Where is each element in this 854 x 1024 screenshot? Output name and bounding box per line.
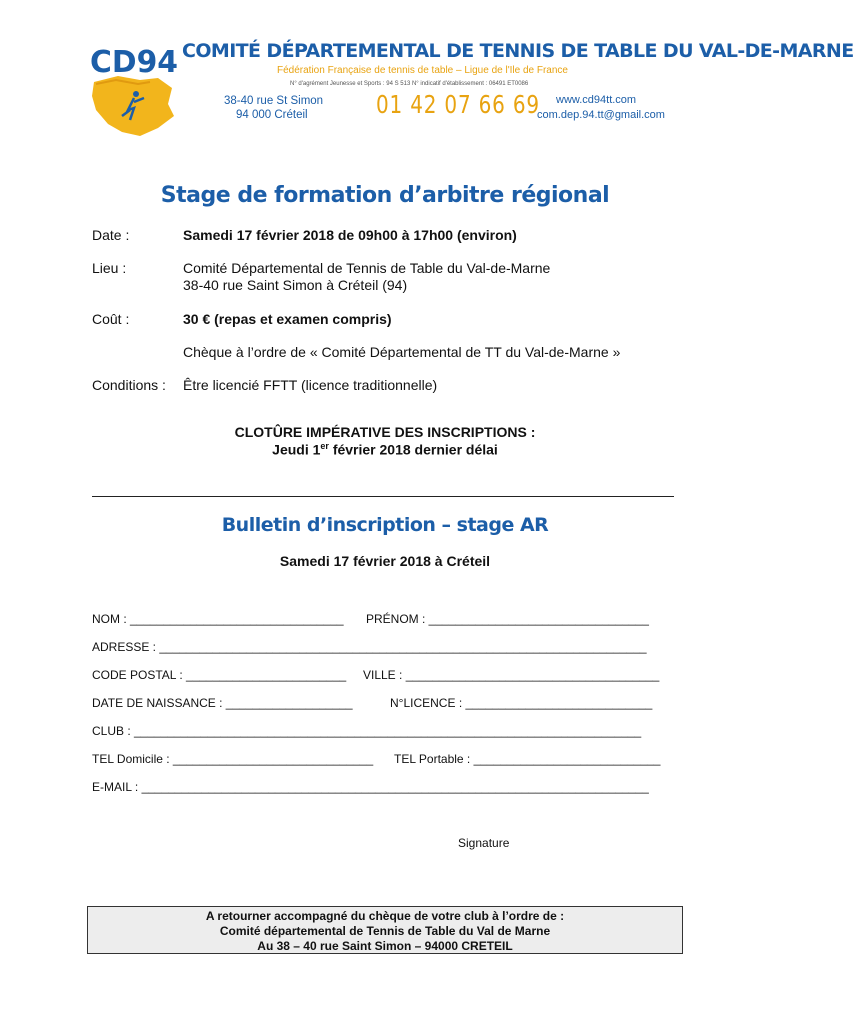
closure-rest: février 2018 dernier délai [328, 441, 498, 458]
separator-rule [92, 496, 674, 497]
lieu-label: Lieu : [92, 260, 127, 276]
adresse-field[interactable]: ADRESSE : _________________________________________________________________________ [92, 640, 647, 654]
address-line-1: 38-40 rue St Simon [224, 95, 324, 107]
signature-label: Signature [458, 836, 510, 850]
agreement-line: N° d'agrément Jeunesse et Sports : 94 S 513 N° indicatif d'établissement : 06491 ET0086 [290, 81, 529, 87]
return-instructions-box [87, 906, 683, 954]
lieu-value-2: 38-40 rue Saint Simon à Créteil (94) [183, 277, 408, 293]
phone-row [92, 752, 676, 766]
closure-line-2 [0, 441, 770, 458]
federation-subtitle: Fédération Française de tennis de table – Ligue de l'Ile de France [277, 65, 568, 76]
cheque-value: Chèque à l’ordre de « Comité Départemental de TT du Val-de-Marne » [183, 344, 621, 360]
return-line-1: A retourner accompagné du chèque de votre club à l’ordre de : [205, 909, 565, 923]
closure-line-1: CLOTÛRE IMPÉRATIVE DES INSCRIPTIONS : [234, 424, 536, 440]
email-field[interactable]: E-MAIL : ____________________________________________________________________________ [92, 780, 649, 794]
return-line-2: Comité départemental de Tennis de Table du Val de Marne [219, 924, 551, 938]
birth-row [92, 696, 676, 710]
svg-text:CD94: CD94 [90, 45, 178, 80]
tel-domicile-field[interactable]: TEL Domicile : ______________________________ [92, 752, 374, 766]
conditions-value: Être licencié FFTT (licence traditionnelle) [183, 377, 438, 393]
closure-sup: er [320, 441, 329, 451]
header-address [224, 94, 323, 122]
cout-value: 30 € (repas et examen compris) [183, 311, 392, 327]
cout-label: Coût : [92, 311, 130, 327]
tel-portable-field[interactable]: TEL Portable : ____________________________ [394, 752, 661, 766]
cd94-logo [88, 44, 180, 149]
date-label: Date : [92, 227, 130, 243]
return-line-3: Au 38 – 40 rue Saint Simon – 94000 CRETEIL [257, 939, 513, 953]
closure-day: Jeudi 1 [272, 441, 321, 458]
name-row [92, 612, 676, 626]
date-value: Samedi 17 février 2018 de 09h00 à 17h00 (environ) [183, 227, 517, 243]
main-title: Stage de formation d’arbitre régional [160, 183, 610, 208]
ville-field[interactable]: VILLE : ______________________________________ [363, 668, 660, 682]
date-naissance-field[interactable]: DATE DE NAISSANCE : ___________________ [92, 696, 353, 710]
header-phone: 01 42 07 66 69 [376, 90, 540, 119]
nom-field[interactable]: NOM : ________________________________ [92, 612, 344, 626]
header-website[interactable]: www.cd94tt.com [556, 94, 637, 106]
postal-row [92, 668, 676, 682]
code-postal-field[interactable]: CODE POSTAL : ________________________ [92, 668, 347, 682]
conditions-label: Conditions : [92, 377, 166, 393]
club-field[interactable]: CLUB : ____________________________________________________________________________ [92, 724, 642, 738]
header-email[interactable]: com.dep.94.tt@gmail.com [537, 109, 665, 121]
lieu-value-1: Comité Départemental de Tennis de Table du Val-de-Marne [183, 260, 551, 276]
prenom-field[interactable]: PRÉNOM : _________________________________ [366, 612, 649, 626]
bulletin-date: Samedi 17 février 2018 à Créteil [279, 553, 491, 569]
bulletin-title: Bulletin d’inscription – stage AR [221, 514, 549, 536]
address-line-2: 94 000 Créteil [236, 109, 308, 121]
committee-title: COMITÉ DÉPARTEMENTAL DE TENNIS DE TABLE DU VAL-DE-MARNE [182, 40, 854, 62]
licence-field[interactable]: N°LICENCE : ____________________________ [390, 696, 653, 710]
